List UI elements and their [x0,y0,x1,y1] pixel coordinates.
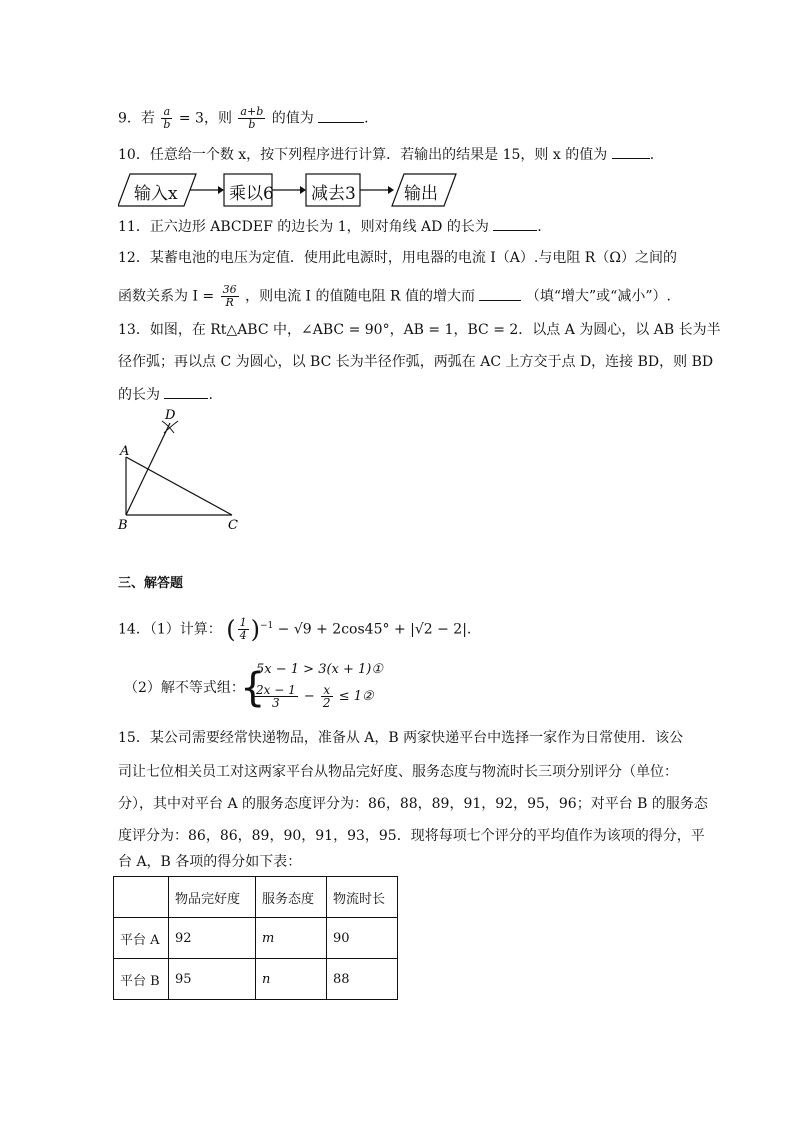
question-13-line1: 13．如图，在 Rt△ABC 中，∠ABC = 90°，AB = 1，BC = 2．以点 A 为圆心，以 AB 长为半 [118,322,721,338]
question-15-line2: 司让七位相关员工对这两家平台从物品完好度、服务态度与物流时长三项分别评分（单位： [118,764,678,780]
question-11: 11．正六边形 ABCDEF 的边长为 1，则对角线 AD 的长为 . [118,216,542,237]
q12-frac-numerator: 36 [222,283,237,296]
q14-part2-prefix: （2）解不等式组： [124,680,245,696]
q11-text: 11．正六边形 ABCDEF 的边长为 1，则对角线 AD 的长为 [118,219,489,235]
q14-frac-denominator: 4 [239,629,247,643]
flow-output-label: 输出 [404,184,438,204]
table-header-cell: 服务态度 [256,877,327,918]
table-cell: 90 [327,918,398,959]
label-b: B [118,518,128,533]
q12-frac-denominator: R [225,296,234,309]
q11-answer-blank [493,216,537,231]
right-paren: ) [250,615,260,644]
table-cell: n [256,959,327,1000]
question-14-part1 [118,616,471,642]
table-cell: m [256,918,327,959]
q9-prefix: 9．若 [118,110,155,127]
q9-fraction-a-over-b [161,106,172,131]
table-row [114,959,398,1000]
q14-exponent: −1 [259,621,274,631]
table-cell: 88 [327,959,398,1000]
q12-fraction-36-over-r [221,284,239,309]
q12-tail: （填“增大”或“减小”）. [525,288,671,305]
q14-expression-rest: − √9 + 2cos45° + |√2 − 2|. [277,621,472,638]
ineq2-tail: ≤ 1② [338,689,374,704]
table-header-cell: 物流时长 [327,877,398,918]
arrow-3-head [388,186,394,194]
segment-ac [126,457,232,515]
q9-fraction-a-plus-b-over-b [238,106,265,131]
question-15-line4: 度评分为：86，86，89，90，91，93，95．现将每项七个评分的平均值作为该项的得分，平 [118,828,705,844]
q13-line3-text: 的长为 [118,387,160,403]
q14-part1-prefix: 14．（1）计算： [118,621,222,638]
table-cell: 平台 A [114,918,169,959]
label-d: D [165,408,176,423]
flow-subtract-label: 减去3 [311,184,356,204]
q12-answer-blank [479,286,521,301]
table-row [114,918,398,959]
left-paren: ( [226,615,236,644]
ineq2-frac2-numerator: x [321,684,333,697]
q12-suffix: ，则电流 I 的值随电阻 R 值的增大而 [245,288,475,305]
question-15-line1: 15．某公司需要经常快递物品，准备从 A，B 两家快递平台中选择一家作为日常使用．该公 [118,730,684,746]
q9-frac1-denominator: b [163,118,171,131]
question-13-line2: 径作弧；再以点 C 为圆心，以 BC 长为半径作弧，两弧在 AC 上方交于点 D，连接 BD，则 BD [118,354,714,370]
q9-suffix: 的值为 [271,110,314,127]
ineq2-frac1-denominator: 3 [272,696,280,710]
q9-frac2-numerator: a+b [240,105,264,118]
ineq2-frac1-numerator: 2x − 1 [256,683,296,697]
section-3-title: 三、解答题 [118,576,184,591]
q13-answer-blank [164,384,208,399]
q9-mid: = 3，则 [178,110,232,127]
table-header-cell [114,877,169,918]
arrow-1-head [218,186,224,194]
table-header-row [114,877,398,918]
q9-answer-blank [318,108,364,123]
table-header-cell: 物品完好度 [169,877,256,918]
question-15-line3: 分），其中对平台 A 的服务态度评分为：86，88，89，91，92，95，96；对平台 B 的服务态 [118,796,708,812]
question-9: 9．若 $\frac{a}{b}$ = 3，则 $\frac{a+b}{b}$ 的值为 . [118,105,369,131]
system-brace: { [240,665,266,711]
inequality-1: 5x − 1 > 3(x + 1)① [256,662,384,677]
label-a: A [120,444,130,459]
flow-input-label: 输入x [134,184,178,204]
inequality-2 [252,684,374,709]
flow-multiply-label: 乘以6 [229,184,274,204]
question-12-line1: 12．某蓄电池的电压为定值．使用此电源时，用电器的电流 I（A）.与电阻 R（Ω）之间的 [118,250,677,266]
q10-text: 10．任意给一个数 x，按下列程序进行计算．若输出的结果是 15，则 x 的值为 [118,147,608,163]
table-cell: 92 [169,918,256,959]
question-12-line2 [118,284,671,309]
ineq2-fraction-2 [321,684,333,709]
q10-flowchart [118,172,458,208]
q9-frac1-numerator: a [161,106,172,119]
question-10: 10．任意给一个数 x，按下列程序进行计算．若输出的结果是 15，则 x 的值为 . [118,144,654,165]
arrow-2-head [300,186,306,194]
score-table [113,876,398,1000]
table-cell: 平台 B [114,959,169,1000]
question-15-line5: 台 A，B 各项的得分如下表： [118,854,302,870]
ineq2-frac2-denominator: 2 [322,696,331,710]
q9-frac2-denominator: b [248,118,256,131]
q12-prefix: 函数关系为 I = [118,288,215,305]
ineq2-minus: − [303,689,315,704]
label-c: C [228,518,238,533]
q10-answer-blank [612,144,650,159]
q14-fraction-1-over-4 [238,617,249,642]
q13-triangle-figure [110,405,250,535]
q14-frac-numerator: 1 [239,616,247,630]
question-13-line3: 的长为 . [118,384,213,405]
ineq2-fraction-1 [254,684,298,709]
segment-bd [126,423,170,515]
table-cell: 95 [169,959,256,1000]
